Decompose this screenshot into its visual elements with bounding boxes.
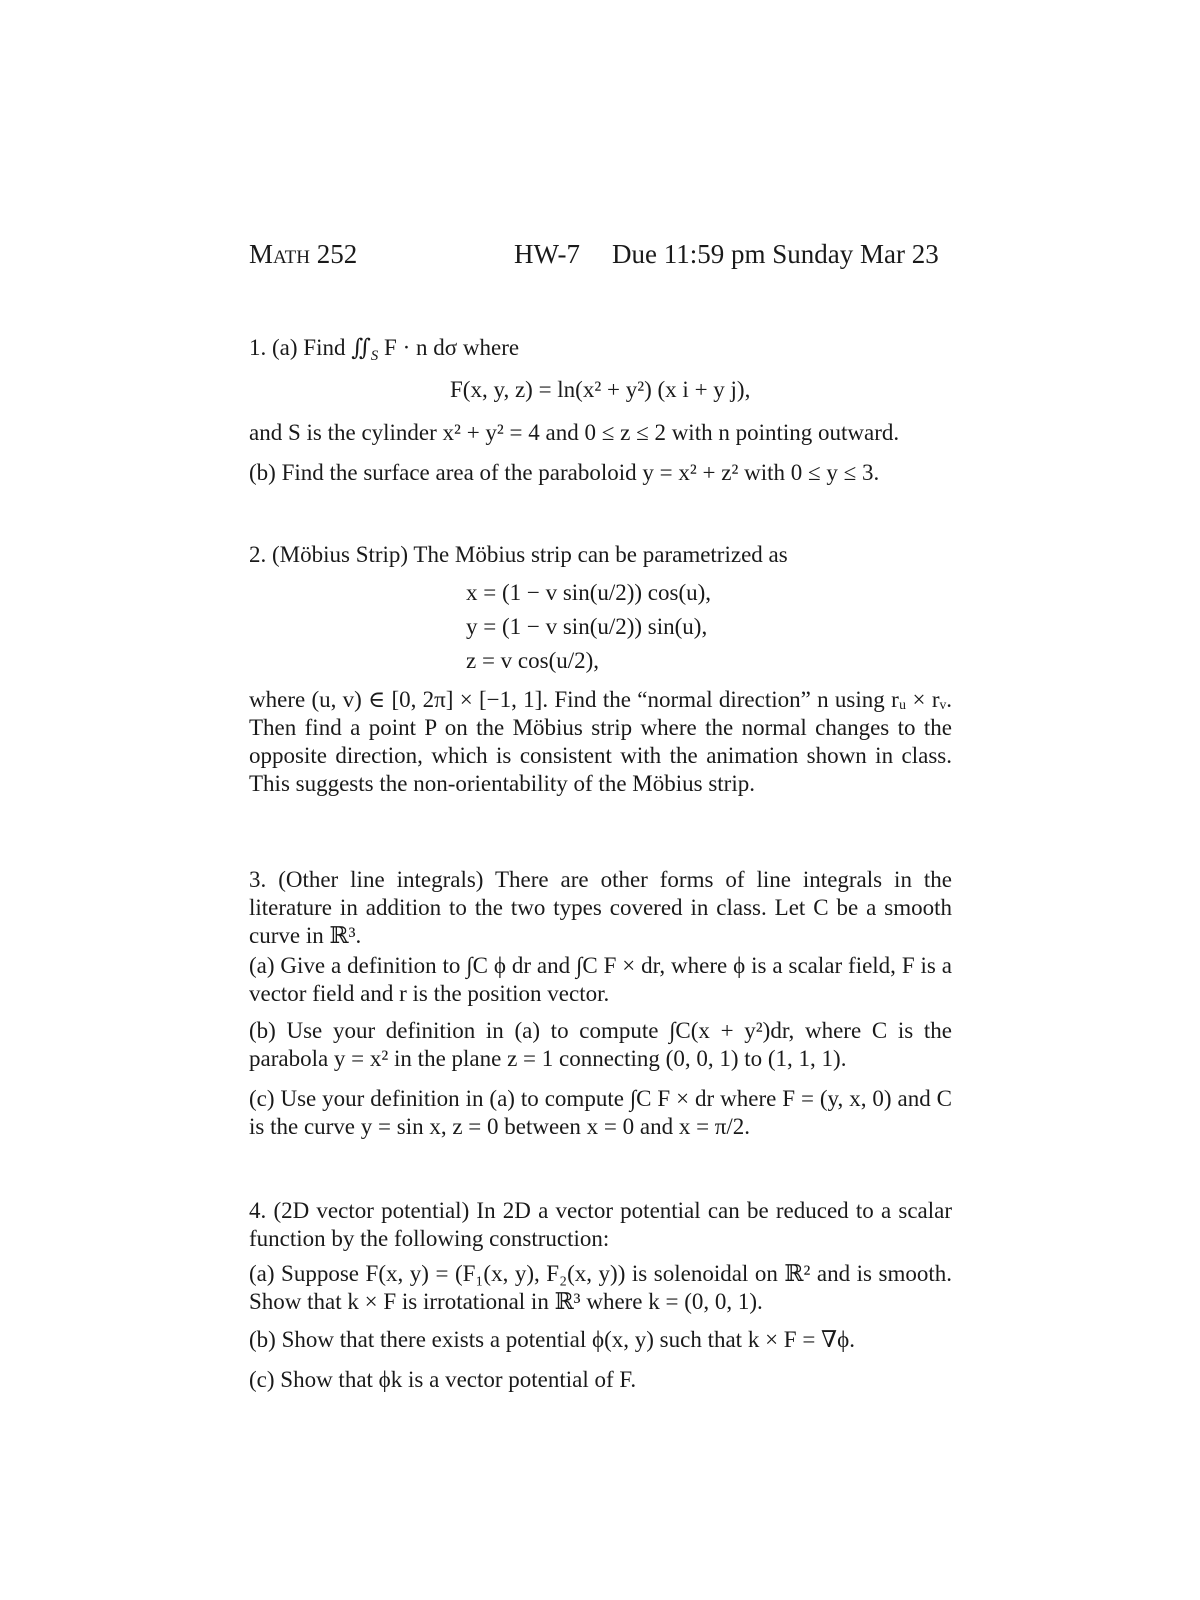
problem-4b: (b) Show that there exists a potential ϕ(x, y) such that k × F = ∇ϕ. bbox=[249, 1327, 855, 1352]
problem-4a: (a) Suppose F(x, y) = (F₁(x, y), F₂(x, y)) is solenoidal on ℝ² and is smooth. Show that k × F is irrotational in ℝ³ where k = (0, 0, 1). bbox=[249, 1261, 952, 1314]
problem-4c: (c) Show that ϕk is a vector potential of F. bbox=[249, 1367, 637, 1392]
problem-1b: (b) Find the surface area of the paraboloid y = x² + z² with 0 ≤ y ≤ 3. bbox=[249, 460, 880, 485]
problem-1a-lead bbox=[249, 334, 519, 362]
problem-3c: (c) Use your definition in (a) to compute ∫C F × dr where F = (y, x, 0) and C is the curve y = sin x, z = 0 between x = 0 and x = π/2. bbox=[249, 1086, 952, 1139]
problem-3b: (b) Use your definition in (a) to compute ∫C(x + y²)dr, where C is the parabola y = x² in the plane z = 1 connecting (0, 0, 1) to (1, 1, 1). bbox=[249, 1018, 952, 1071]
surface-subscript: S bbox=[370, 348, 379, 364]
mobius-eq-y: y = (1 − v sin(u/2)) sin(u), bbox=[466, 614, 708, 639]
mobius-eq-z: z = v cos(u/2), bbox=[466, 648, 600, 673]
homework-title: HW-7 bbox=[514, 239, 580, 269]
problem-4-intro: 4. (2D vector potential) In 2D a vector potential can be reduced to a scalar function by the following construction: bbox=[249, 1198, 952, 1251]
problem-2-intro: 2. (Möbius Strip) The Möbius strip can be parametrized as bbox=[249, 542, 788, 567]
course-label: Math 252 bbox=[249, 239, 358, 269]
problem-3-intro: 3. (Other line integrals) There are other forms of line integrals in the literature in addition to the two types covered in class. Let C be a smooth curve in ℝ³. bbox=[249, 867, 952, 948]
problem-1-field-equation: F(x, y, z) = ln(x² + y²) (x i + y j), bbox=[450, 377, 751, 402]
due-date: Due 11:59 pm Sunday Mar 23 bbox=[612, 239, 939, 269]
problem-1a-surface: and S is the cylinder x² + y² = 4 and 0 ≤ z ≤ 2 with n pointing outward. bbox=[249, 420, 900, 445]
problem-3a: (a) Give a definition to ∫C ϕ dr and ∫C F × dr, where ϕ is a scalar field, F is a vector field and r is the position vector. bbox=[249, 953, 952, 1006]
problem-1a-integrand: F · n dσ where bbox=[384, 335, 520, 360]
problem-1a-find: 1. (a) Find ∬ bbox=[249, 335, 371, 360]
mobius-eq-x: x = (1 − v sin(u/2)) cos(u), bbox=[466, 580, 712, 605]
problem-2-body: where (u, v) ∈ [0, 2π] × [−1, 1]. Find the “normal direction” n using rᵤ × rᵥ. Then find a point P on the Möbius strip where the normal changes to the opposite direction, which is consistent with the animation shown in class. This suggests the non-orientability of the Möbius strip. bbox=[249, 687, 952, 796]
